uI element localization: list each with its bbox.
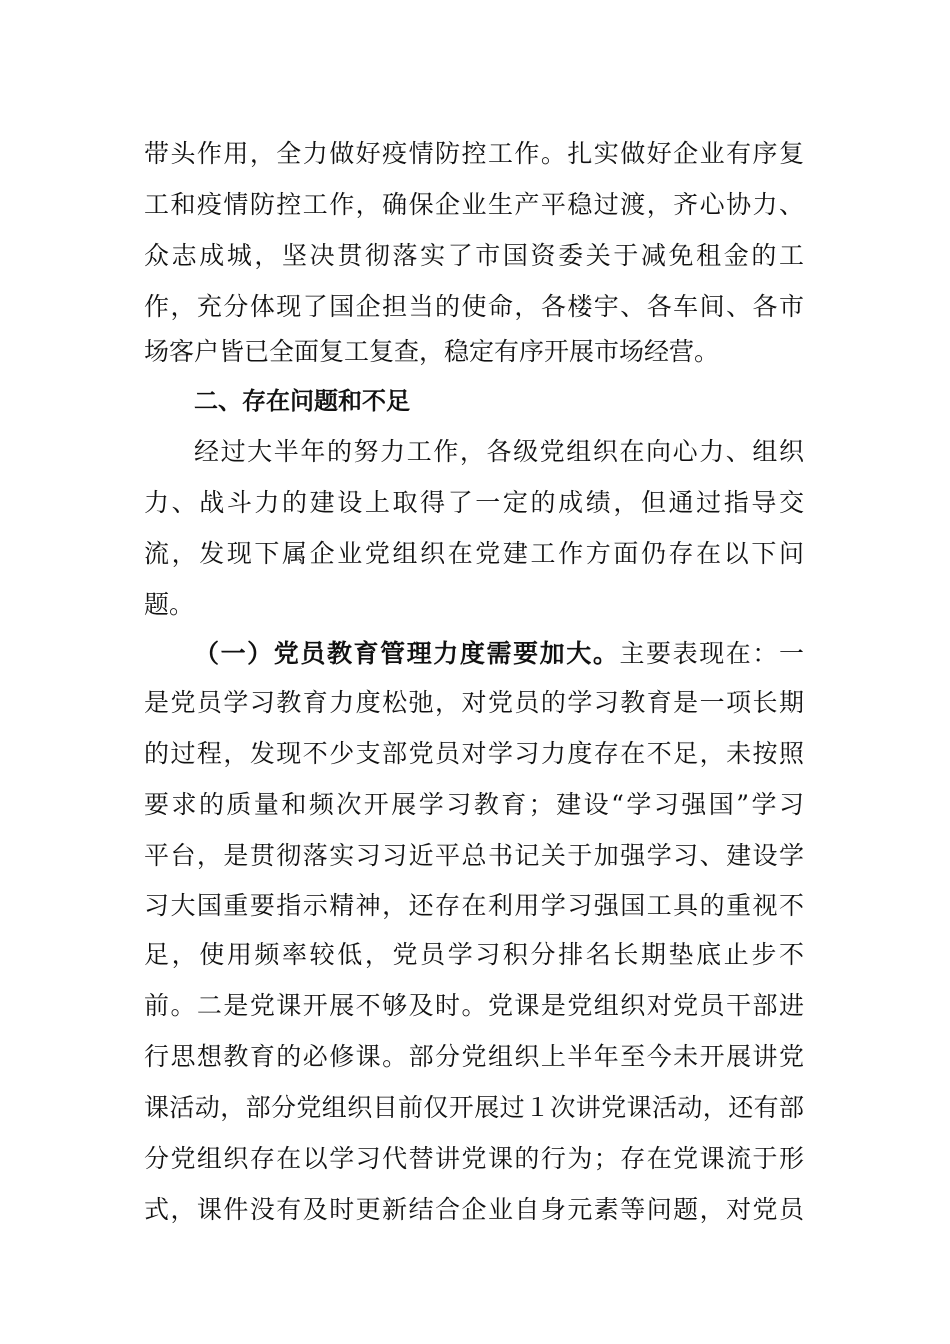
paragraph-3-line-10: 课活动，部分党组织目前仅开展过１次讲党课活动，还有部 [144, 1093, 804, 1122]
paragraph-3-line-4: 要求的质量和频次开展学习教育；建设“学习强国”学习 [144, 790, 804, 819]
paragraph-2-line-4: 题。 [144, 590, 195, 619]
paragraph-2-line-3: 流，发现下属企业党组织在党建工作方面仍存在以下问 [144, 539, 804, 568]
paragraph-3-line-5: 平台，是贯彻落实习习近平总书记关于加强学习、建设学 [144, 841, 804, 870]
paragraph-1-line-3: 众志成城，坚决贯彻落实了市国资委关于减免租金的工 [144, 241, 804, 270]
paragraph-1-line-2: 工和疫情防控工作，确保企业生产平稳过渡，齐心协力、 [144, 190, 804, 219]
paragraph-3-line-3: 的过程，发现不少支部党员对学习力度存在不足，未按照 [144, 739, 804, 768]
paragraph-3-line-7: 足，使用频率较低，党员学习积分排名长期垫底止步不 [144, 940, 804, 969]
section-heading: 二、存在问题和不足 [194, 387, 410, 415]
paragraph-3-line-8: 前。二是党课开展不够及时。党课是党组织对党员干部进 [144, 991, 804, 1020]
paragraph-2-line-2: 力、战斗力的建设上取得了一定的成绩，但通过指导交 [144, 488, 804, 517]
paragraph-3-line-6: 习大国重要指示精神，还存在利用学习强国工具的重视不 [144, 891, 804, 920]
paragraph-1-line-4: 作，充分体现了国企担当的使命，各楼宇、各车间、各市 [144, 292, 804, 321]
paragraph-1-line-5: 场客户皆已全面复工复查，稳定有序开展市场经营。 [144, 337, 720, 366]
paragraph-3-line-9: 行思想教育的必修课。部分党组织上半年至今未开展讲党 [144, 1042, 804, 1071]
paragraph-3-line-12: 式，课件没有及时更新结合企业自身元素等问题，对党员 [144, 1195, 804, 1224]
paragraph-3-line-11: 分党组织存在以学习代替讲党课的行为；存在党课流于形 [144, 1144, 804, 1173]
paragraph-3-line-1 [194, 634, 804, 674]
paragraph-3-subheading: （一）党员教育管理力度需要加大。 [194, 639, 620, 668]
paragraph-3-line-2: 是党员学习教育力度松弛，对党员的学习教育是一项长期 [144, 688, 804, 717]
paragraph-3-first-line-rest: 主要表现在：一 [619, 639, 804, 668]
paragraph-2-line-1: 经过大半年的努力工作，各级党组织在向心力、组织 [194, 437, 804, 466]
paragraph-1-line-1: 带头作用，全力做好疫情防控工作。扎实做好企业有序复 [144, 139, 804, 168]
